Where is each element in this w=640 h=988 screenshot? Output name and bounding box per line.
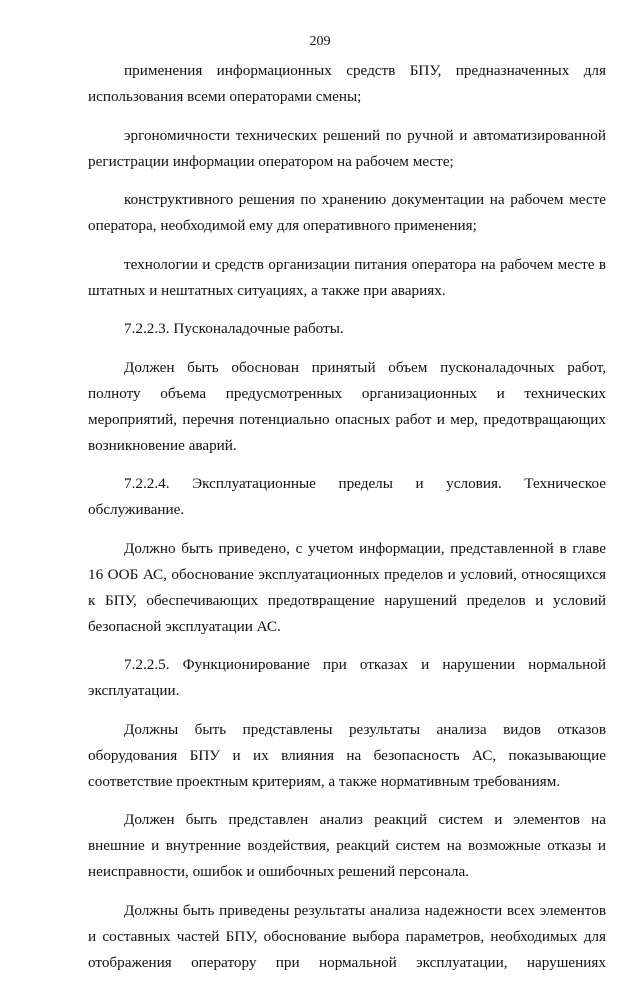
document-body [88, 58, 606, 988]
paragraph: конструктивного решения по хранению документации на рабочем месте оператора, необходимой ему для оперативного применения; [88, 191, 606, 234]
paragraph: Должен быть представлен анализ реакций систем и элементов на внешние и внутренние воздействия, реакций систем на возможные отказы и неисправности, ошибок и ошибочных решений персонала. [88, 811, 606, 880]
section-heading: 7.2.2.4. Эксплуатационные пределы и условия. Техническое обслуживание. [88, 475, 606, 518]
section-heading: 7.2.2.3. Пусконаладочные работы. [124, 320, 344, 337]
paragraph: технологии и средств организации питания оператора на рабочем месте в штатных и нештатных ситуациях, а также при авариях. [88, 255, 606, 299]
paragraph: Должны быть приведены результаты анализа надежности всех элементов и составных частей БПУ, обоснование выбора параметров, необходимых для отображения оператору при нормальной эксплуатации, нарушениях [88, 901, 606, 971]
paragraph: Должно быть приведено, с учетом информации, представленной в главе 16 ООБ АС, обоснование эксплуатационных пределов и условий, относящихся к БПУ, обеспечивающих предотвращение нарушений пределов и условий безопасной эксплуатации АС. [88, 539, 606, 635]
paragraph: применения информационных средств БПУ, предназначенных для использования всеми операторами смены; [88, 62, 606, 105]
page-number: 209 [309, 34, 331, 49]
section-heading: 7.2.2.5. Функционирование при отказах и нарушении нормальной эксплуатации. [88, 656, 606, 699]
paragraph: Должен быть обоснован принятый объем пусконаладочных работ, полноту объема предусмотренных организационных и технических мероприятий, перечня потенциально опасных работ и мер, предотвращающих возникновение аварий. [88, 358, 606, 454]
paragraph: Должны быть представлены результаты анализа видов отказов оборудования БПУ и их влияния на безопасность АС, показывающие соответствие проектным критериям, а также нормативным требованиям. [88, 720, 606, 790]
paragraph: эргономичности технических решений по ручной и автоматизированной регистрации информации оператором на рабочем месте; [88, 126, 606, 170]
